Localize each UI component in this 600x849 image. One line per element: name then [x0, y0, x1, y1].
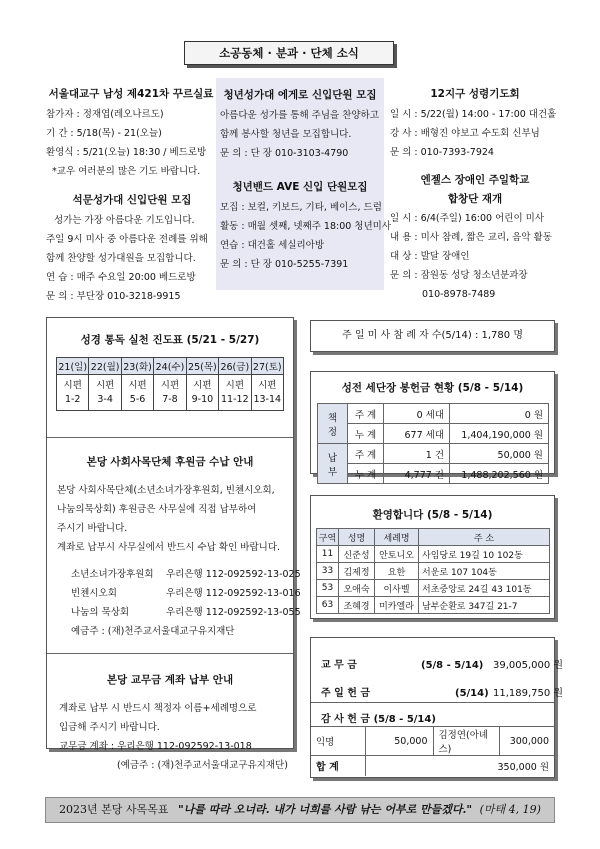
day-header: 24(수): [154, 358, 186, 375]
district-cell: 11: [317, 546, 339, 563]
name-cell: 오애숙: [339, 580, 375, 597]
day-header: 26(금): [219, 358, 251, 375]
account-number: 우리은행 112-092592-13-025: [166, 569, 301, 580]
kind-cell: 주 계: [348, 404, 384, 424]
reading-cell: 시편 1-2: [57, 375, 89, 411]
notice-title: 서울대교구 남성 제421차 꾸르실료: [48, 88, 214, 100]
address-cell: 사임당로 19길 10 102동: [419, 546, 550, 563]
kyomu-label: 교 무 금: [321, 660, 357, 671]
goal-label: 2023년 본당 사목목표: [59, 803, 169, 816]
address-cell: 서운로 107 104동: [419, 563, 550, 580]
name-cell: 신준성: [339, 546, 375, 563]
district-cell: 33: [317, 563, 339, 580]
group-cell: 책 정: [318, 404, 348, 444]
amount-cell: 0 원: [450, 404, 549, 424]
reading-cell: 시편 13-14: [251, 375, 283, 411]
notice-line: 아름다운 성가를 통해 주님을 찬양하고: [220, 110, 379, 121]
attendance-label: 주 일 미 사 참 례 자 수(5/14) : 1,780 명: [342, 330, 523, 341]
notice-line: 강 사 : 배형진 야보고 수도회 신부님: [390, 128, 540, 139]
account-name: 나눔의 묵상회: [71, 607, 130, 618]
support-line: 주시기 바랍니다.: [57, 523, 128, 534]
notice-line: 문 의 : 부단장 010-3218-9915: [46, 291, 181, 302]
notice-line: 문 의 : 단 장 010-5255-7391: [220, 259, 349, 270]
finance-panel: [310, 637, 564, 778]
sunday-row: [321, 684, 564, 699]
name-cell: 김제정: [339, 563, 375, 580]
kyomu-row: [321, 656, 564, 671]
tithe-line: 입금해 주시기 바랍니다.: [59, 722, 160, 733]
kind-cell: 누 계: [348, 464, 384, 484]
support-body: [57, 481, 301, 641]
welcome-table: [316, 528, 550, 614]
youth-panel: [216, 78, 392, 290]
donor-cell: 익명: [311, 727, 365, 756]
baptism-cell: 요한: [375, 563, 419, 580]
kind-cell: 누 계: [348, 424, 384, 444]
bible-schedule-table: [56, 357, 284, 411]
kyomu-period: (5/8 - 5/14): [421, 660, 484, 671]
table-row: [317, 563, 550, 580]
table-row: [317, 597, 550, 614]
tithe-holder: (예금주 : (재)천주교서울대교구유지재단): [117, 760, 288, 771]
notice-line: 010-8978-7489: [422, 289, 496, 300]
left-panel: [46, 317, 301, 771]
address-cell: 서초중앙로 24길 43 101동: [419, 580, 550, 597]
thanks-table: [311, 726, 554, 776]
col-header: 성명: [339, 529, 375, 546]
notice-line: 환영식 : 5/21(오늘) 18:30 / 베드로방: [46, 147, 207, 158]
notice-line: 문 의 : 010-7393-7924: [390, 147, 494, 158]
tithe-body: [59, 699, 293, 775]
building-fund-panel: [310, 371, 555, 481]
total-label: 합 계: [311, 756, 365, 776]
goal-reference: (마태 4, 19): [479, 803, 541, 816]
sunday-period: (5/14): [455, 688, 489, 699]
support-line: 본당 사회사목단체(소년소녀가장후원회, 빈첸시오회,: [57, 485, 275, 496]
name-cell: 조혜경: [339, 597, 375, 614]
building-fund-title: 성전 세단장 봉헌금 현황 (5/8 - 5/14): [341, 382, 524, 394]
amount-cell: 1,404,190,000 원: [450, 424, 549, 444]
total-amount: 350,000 원: [365, 756, 554, 776]
attendance-box: [310, 320, 555, 352]
notice-title: 12지구 성령기도회: [430, 88, 520, 100]
count-cell: 1 건: [384, 444, 450, 464]
baptism-cell: 이사벨: [375, 580, 419, 597]
notice-line: 일 시 : 5/22(월) 14:00 - 17:00 대건홀: [390, 109, 557, 120]
notice-line: 일 시 : 6/4(주일) 16:00 어린이 미사: [390, 213, 544, 224]
prayer-notice: [390, 86, 560, 162]
district-cell: 53: [317, 580, 339, 597]
district-cell: 63: [317, 597, 339, 614]
day-header: 23(화): [121, 358, 153, 375]
support-line: 계좌로 납부시 사무실에서 반드시 수납 확인 바랍니다.: [57, 542, 281, 553]
account-name: 소년소녀가장후원회: [71, 569, 154, 580]
table-row: [317, 580, 550, 597]
angels-notice: [390, 172, 560, 304]
bible-title: 성경 통독 실천 진도표 (5/21 - 5/27): [80, 334, 260, 346]
notice-line: 대 상 : 발달 장애인: [390, 251, 470, 262]
notice-title: 청년밴드 AVE 신입 단원모집: [232, 181, 368, 193]
notice-line: 함께 봉사할 청년을 모집합니다.: [220, 129, 352, 140]
account-number: 우리은행 112-092592-13-055: [166, 607, 301, 618]
kind-cell: 주 계: [348, 444, 384, 464]
day-header: 21(일): [57, 358, 89, 375]
notice-line: 문 의 : 잠원동 성당 청소년분과장: [390, 270, 528, 281]
address-cell: 남부순환로 347길 21-7: [419, 597, 550, 614]
count-cell: 4,777 건: [384, 464, 450, 484]
day-header: 27(토): [251, 358, 283, 375]
notice-line: 연습 : 대건홀 세실리아방: [220, 240, 325, 251]
notice-line: 내 용 : 미사 참례, 짧은 교리, 음악 활동: [390, 232, 552, 243]
col-header: 주 소: [419, 529, 550, 546]
donation-cell: 50,000: [365, 727, 433, 756]
welcome-title: 환영합니다 (5/8 - 5/14): [372, 509, 493, 521]
support-title: 본당 사회사목단체 후원금 수납 안내: [86, 456, 254, 468]
tithe-line: 교무금 계좌 : 우리은행 112-092592-13-018: [59, 741, 252, 752]
donor-cell: 김정연(아녜스): [433, 727, 499, 756]
notice-line: 참가자 : 정재엽(레오나르도): [46, 109, 164, 120]
notice-title: 청년성가대 에게로 신입단원 모집: [223, 89, 377, 101]
account-name: 빈첸시오회: [71, 588, 117, 599]
day-header: 25(목): [186, 358, 218, 375]
notice-line: *교우 여러분의 많은 기도 바랍니다.: [52, 166, 201, 177]
choir-notice: [46, 192, 218, 306]
notice-line: 연 습 : 매주 수요일 20:00 베드로방: [46, 272, 196, 283]
goal-quote: "나를 따라 오너라. 내가 너희를 사람 낚는 어부로 만들겠다.": [177, 803, 473, 816]
notice-line: 문 의 : 단 장 010-3103-4790: [220, 148, 349, 159]
thanks-title: 감 사 헌 금 (5/8 - 5/14): [321, 714, 436, 725]
reading-cell: 시편 7-8: [154, 375, 186, 411]
count-cell: 677 세대: [384, 424, 450, 444]
reading-cell: 시편 3-4: [89, 375, 121, 411]
count-cell: 0 세대: [384, 404, 450, 424]
kyomu-amount: 39,005,000 원: [493, 660, 564, 671]
notice-line: 기 간 : 5/18(목) - 21(오늘): [46, 128, 162, 139]
amount-cell: 1,488,202,560 원: [450, 464, 549, 484]
support-line: 나눔의묵상회) 후원금은 사무실에 직접 납부하여: [57, 504, 257, 515]
notice-title: 석문성가대 신입단원 모집: [72, 194, 192, 206]
sunday-amount: 11,189,750 원: [493, 688, 564, 699]
baptism-cell: 안토니오: [375, 546, 419, 563]
sunday-label: 주 일 헌 금: [321, 688, 371, 699]
table-row: [317, 546, 550, 563]
notice-line: 성가는 가장 아름다운 기도입니다.: [54, 215, 195, 226]
notice-title: 엔젤스 장애인 주일학교: [420, 174, 530, 186]
course-notice: [46, 86, 216, 181]
notice-title: 합창단 재개: [447, 193, 503, 205]
reading-cell: 시편 11-12: [219, 375, 251, 411]
notice-line: 활동 : 매월 셋째, 넷째주 18:00 청년미사: [220, 221, 392, 232]
tithe-title: 본당 교무금 계좌 납부 안내: [106, 674, 234, 686]
account-number: 우리은행 112-092592-13-016: [166, 588, 301, 599]
pastoral-goal-banner: [45, 797, 555, 823]
notice-line: 모집 : 보컬, 키보드, 기타, 베이스, 드럼: [220, 202, 382, 213]
day-header: 22(월): [89, 358, 121, 375]
donation-cell: 300,000: [499, 727, 554, 756]
building-fund-table: [317, 403, 549, 484]
baptism-cell: 미카엘라: [375, 597, 419, 614]
section-title: 소공동체 · 분과 · 단체 소식: [184, 41, 394, 65]
col-header: 세례명: [375, 529, 419, 546]
welcome-panel: [310, 495, 555, 619]
notice-line: 함께 찬양할 성가대원을 모집합니다.: [46, 253, 196, 264]
reading-cell: 시편 5-6: [121, 375, 153, 411]
notice-line: 주일 9시 미사 중 아름다운 전례를 위해: [46, 234, 208, 245]
amount-cell: 50,000 원: [450, 444, 549, 464]
account-holder: 예금주 : (재)천주교서울대교구유지재단: [71, 626, 235, 637]
tithe-line: 계좌로 납부 시 반드시 책정자 이름+세례명으로: [59, 703, 257, 714]
group-cell: 납 부: [318, 444, 348, 484]
reading-cell: 시편 9-10: [186, 375, 218, 411]
col-header: 구역: [317, 529, 339, 546]
